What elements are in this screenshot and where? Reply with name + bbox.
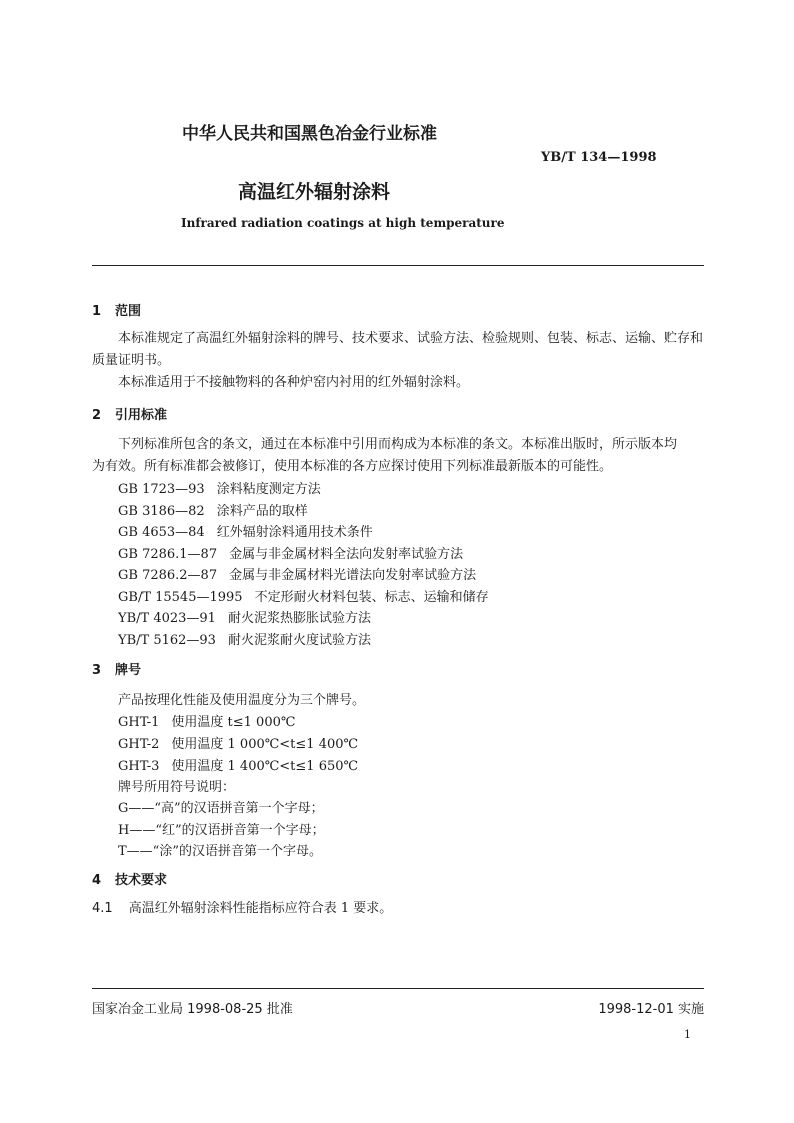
symbol-item: H——“红”的汉语拼音第一个字母； (118, 823, 325, 838)
document-title: 高温红外辐射涂料 (238, 181, 391, 203)
reference-code: YB/T 4023—91 (118, 611, 216, 626)
reference-item (118, 521, 373, 540)
header-rule (92, 265, 704, 266)
reference-item (118, 543, 463, 562)
reference-code: GB 3186—82 (118, 504, 205, 519)
reference-item (118, 564, 476, 583)
section-number: 3 (92, 663, 102, 678)
grade-item (118, 755, 358, 774)
grade-code: GHT-2 (118, 737, 160, 752)
paragraph-line: 为有效。所有标准都会被修订，使用本标准的各方应探讨使用下列标准最新版本的可能性。 (92, 459, 613, 474)
section-2-heading (92, 404, 167, 423)
standard-code: YB/T 134—1998 (541, 150, 657, 165)
section-number: 1 (92, 304, 102, 319)
paragraph-line: 本标准规定了高温红外辐射涂料的牌号、技术要求、试验方法、检验规则、包装、标志、运输、贮存和 (118, 331, 704, 346)
reference-code: GB 7286.2—87 (118, 568, 218, 583)
reference-code: GB 1723—93 (118, 482, 205, 497)
subsection-4-1 (92, 900, 392, 918)
paragraph: 产品按理化性能及使用温度分为三个牌号。 (118, 693, 366, 708)
grade-desc: 使用温度 1 400℃<t≤1 650℃ (171, 759, 359, 774)
reference-item (118, 607, 371, 626)
section-1-heading (92, 300, 141, 319)
grade-code: GHT-3 (118, 759, 160, 774)
subsection-number: 4.1 (92, 901, 113, 916)
reference-code: GB 7286.1—87 (118, 547, 218, 562)
reference-code: GB 4653—84 (118, 525, 205, 540)
grade-code: GHT-1 (118, 715, 160, 730)
grade-item (118, 733, 358, 752)
reference-name: 耐火泥浆耐火度试验方法 (227, 633, 371, 648)
section-title: 范围 (115, 304, 142, 319)
grade-desc: 使用温度 t≤1 000℃ (171, 715, 296, 730)
paragraph: 本标准适用于不接触物料的各种炉窑内衬用的红外辐射涂料。 (118, 375, 470, 390)
subsection-text: 高温红外辐射涂料性能指标应符合表 1 要求。 (128, 901, 393, 916)
page-number: 1 (684, 1028, 691, 1041)
reference-code: YB/T 5162—93 (118, 633, 216, 648)
reference-name: 涂料粘度测定方法 (216, 482, 321, 497)
grade-item (118, 711, 295, 730)
document-title-english: Infrared radiation coatings at high temperature (181, 216, 505, 230)
reference-name: 金属与非金属材料全法向发射率试验方法 (229, 547, 464, 562)
approval-note: 国家冶金工业局 1998-08-25 批准 (92, 1002, 293, 1017)
section-title: 技术要求 (115, 873, 168, 888)
section-number: 4 (92, 873, 102, 888)
grade-desc: 使用温度 1 000℃<t≤1 400℃ (171, 737, 359, 752)
symbol-item: G——“高”的汉语拼音第一个字母； (118, 801, 324, 816)
section-4-heading (92, 869, 167, 888)
reference-item (118, 629, 371, 648)
paragraph-line: 下列标准所包含的条文，通过在本标准中引用而构成为本标准的条文。本标准出版时，所示版本均 (118, 437, 678, 452)
reference-code: GB/T 15545—1995 (118, 590, 243, 605)
reference-name: 红外辐射涂料通用技术条件 (216, 525, 373, 540)
reference-item (118, 478, 321, 497)
reference-name: 涂料产品的取样 (216, 504, 308, 519)
reference-name: 耐火泥浆热膨胀试验方法 (227, 611, 371, 626)
footer-rule (92, 988, 704, 989)
reference-name: 不定形耐火材料包装、标志、运输和储存 (254, 590, 489, 605)
section-3-heading (92, 659, 141, 678)
symbol-item: T——“涂”的汉语拼音第一个字母。 (118, 844, 322, 859)
org-title: 中华人民共和国黑色冶金行业标准 (182, 124, 437, 144)
section-number: 2 (92, 408, 102, 423)
section-title: 牌号 (115, 663, 142, 678)
paragraph-line: 质量证明书。 (92, 353, 171, 368)
reference-name: 金属与非金属材料光谱法向发射率试验方法 (229, 568, 477, 583)
symbol-title: 牌号所用符号说明： (118, 780, 236, 795)
reference-item (118, 500, 308, 519)
section-title: 引用标准 (115, 408, 168, 423)
implementation-date: 1998-12-01 实施 (598, 1002, 704, 1017)
reference-item (118, 586, 489, 605)
